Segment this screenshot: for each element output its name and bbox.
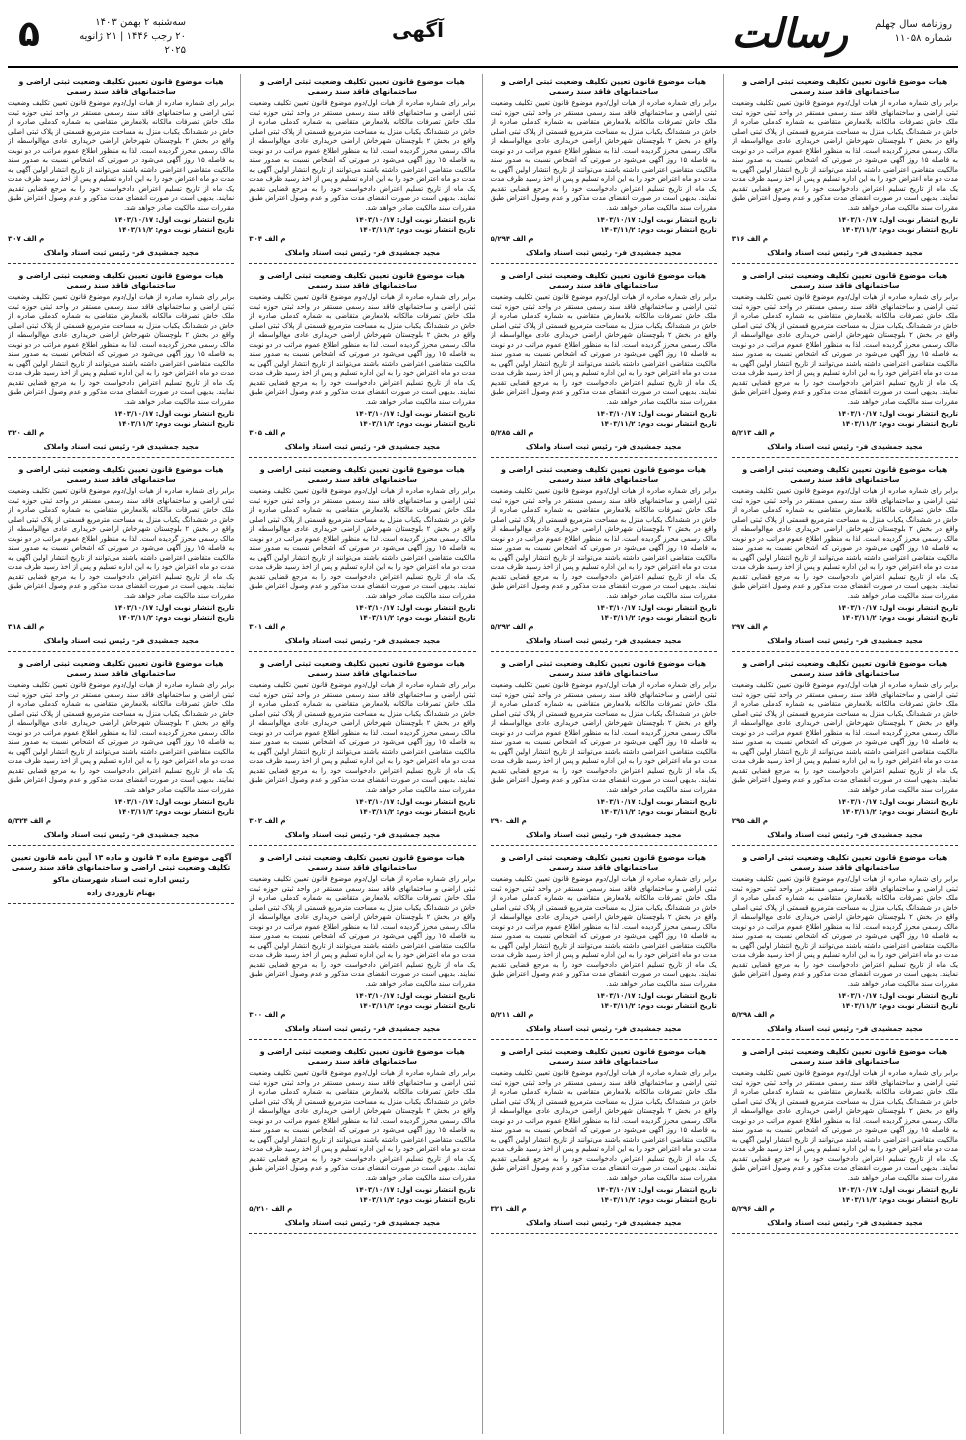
notice-ref: م الف ۳۱۶ xyxy=(731,235,768,243)
notice-title: هیات موضوع قانون تعیین تکلیف وضعیت ثبتی اراضی و ساختمانهای فاقد سند رسمی xyxy=(501,465,707,484)
notice-dates xyxy=(8,604,234,623)
notice-signature: مجید جمشیدی فر- رئیس ثبت اسناد واملاک xyxy=(284,441,441,451)
notice-dates xyxy=(732,216,958,235)
notice-dates xyxy=(732,410,958,429)
notice-ref: م الف ۳۰۵ xyxy=(249,429,286,437)
publish-date-1: تاریخ انتشار نوبت اول: ۱۴۰۳/۱۰/۱۷ xyxy=(837,410,958,418)
legal-notice xyxy=(249,462,475,652)
notice-ref: م الف ۳۲۰ xyxy=(8,429,45,437)
publish-date-1: تاریخ انتشار نوبت اول: ۱۴۰۳/۱۰/۱۷ xyxy=(596,798,717,806)
legal-notice xyxy=(491,74,717,264)
publish-date-2: تاریخ انتشار نوبت دوم: ۱۴۰۳/۱۱/۲ xyxy=(359,419,476,428)
notice-title: هیات موضوع قانون تعیین تکلیف وضعیت ثبتی اراضی و ساختمانهای فاقد سند رسمی xyxy=(18,271,224,290)
notice-ref: م الف ۵/۲۹۲ xyxy=(490,623,534,631)
legal-notice xyxy=(732,74,958,264)
notice-body: برابر رای شماره صادره از هیات اول/دوم موضوع قانون تعیین تکلیف وضعیت ثبتی اراضی و ساختمانهای فاقد سند رسمی مستقر در واحد ثبتی حوزه ثبت ملک خاش تصرفات مالکانه بلامعارض متقاضی به شماره کدملی صادره از خاش در ششدانگ یکباب منزل به مساحت مترمربع قسمتی از پلاک ثبتی اصلی واقع در بخش ۲ بلوچستان شهرخاش اراضی خریداری عادی مع‌الواسطه از مالک رسمی محرز گردیده است. لذا به منظور اطلاع عموم مراتب در دو نوبت به فاصله ۱۵ روز آگهی می‌شود در صورتی که اشخاص نسبت به صدور سند مالکیت متقاضی اعتراضی داشته باشند می‌توانند از تاریخ انتشار اولین آگهی به مدت دو ماه اعتراض خود را به این اداره تسلیم و پس از اخذ رسید ظرف مدت یک ماه از تاریخ تسلیم اعتراض دادخواست خود را به مرجع قضایی تقدیم نمایند. بدیهی است در صورت انقضای مدت مذکور و عدم وصول اعتراض طبق مقررات سند مالکیت صادر خواهد شد. xyxy=(490,1069,717,1182)
notice-signature: مجید جمشیدی فر- رئیس ثبت اسناد واملاک xyxy=(43,829,199,839)
publish-date-2: تاریخ انتشار نوبت دوم: ۱۴۰۳/۱۱/۲ xyxy=(600,1195,717,1204)
publish-date-2: تاریخ انتشار نوبت دوم: ۱۴۰۳/۱۱/۲ xyxy=(600,225,717,234)
notice-dates xyxy=(491,604,717,623)
legal-notice xyxy=(8,656,234,846)
publish-date-1: تاریخ انتشار نوبت اول: ۱۴۰۳/۱۰/۱۷ xyxy=(355,798,476,806)
notice-body: برابر رای شماره صادره از هیات اول/دوم موضوع قانون تعیین تکلیف وضعیت ثبتی اراضی و ساختمانهای فاقد سند رسمی مستقر در واحد ثبتی حوزه ثبت ملک خاش تصرفات مالکانه بلامعارض متقاضی به شماره کدملی صادره از خاش در ششدانگ یکباب منزل به مساحت مترمربع قسمتی از پلاک ثبتی اصلی واقع در بخش ۲ بلوچستان شهرخاش اراضی خریداری عادی مع‌الواسطه از مالک رسمی محرز گردیده است. لذا به منظور اطلاع عموم مراتب در دو نوبت به فاصله ۱۵ روز آگهی می‌شود در صورتی که اشخاص نسبت به صدور سند مالکیت متقاضی اعتراضی داشته باشند می‌توانند از تاریخ انتشار اولین آگهی به مدت دو ماه اعتراض خود را به این اداره تسلیم و پس از اخذ رسید ظرف مدت یک ماه از تاریخ تسلیم اعتراض دادخواست خود را به مرجع قضایی تقدیم نمایند. بدیهی است در صورت انقضای مدت مذکور و عدم وصول اعتراض طبق مقررات سند مالکیت صادر خواهد شد. xyxy=(249,293,476,406)
notice-title: هیات موضوع قانون تعیین تکلیف وضعیت ثبتی اراضی و ساختمانهای فاقد سند رسمی xyxy=(259,1047,465,1066)
notice-signature: مجید جمشیدی فر- رئیس ثبت اسناد واملاک xyxy=(43,441,199,451)
notice-body: برابر رای شماره صادره از هیات اول/دوم موضوع قانون تعیین تکلیف وضعیت ثبتی اراضی و ساختمانهای فاقد سند رسمی مستقر در واحد ثبتی حوزه ثبت ملک خاش تصرفات مالکانه بلامعارض متقاضی به شماره کدملی صادره از خاش در ششدانگ یکباب منزل به مساحت مترمربع قسمتی از پلاک ثبتی اصلی واقع در بخش ۲ بلوچستان شهرخاش اراضی خریداری عادی مع‌الواسطه از مالک رسمی محرز گردیده است. لذا به منظور اطلاع عموم مراتب در دو نوبت به فاصله ۱۵ روز آگهی می‌شود در صورتی که اشخاص نسبت به صدور سند مالکیت متقاضی اعتراضی داشته باشند می‌توانند از تاریخ انتشار اولین آگهی به مدت دو ماه اعتراض خود را به این اداره تسلیم و پس از اخذ رسید ظرف مدت یک ماه از تاریخ تسلیم اعتراض دادخواست خود را به مرجع قضایی تقدیم نمایند. بدیهی است در صورت انقضای مدت مذکور و عدم وصول اعتراض طبق مقررات سند مالکیت صادر خواهد شد. xyxy=(731,681,958,794)
legal-notice xyxy=(491,462,717,652)
publish-date-1: تاریخ انتشار نوبت اول: ۱۴۰۳/۱۰/۱۷ xyxy=(113,604,235,612)
publish-date-2: تاریخ انتشار نوبت دوم: ۱۴۰۳/۱۱/۲ xyxy=(600,1001,717,1010)
notice-dates xyxy=(732,604,958,623)
notice-body: برابر رای شماره صادره از هیات اول/دوم موضوع قانون تعیین تکلیف وضعیت ثبتی اراضی و ساختمانهای فاقد سند رسمی مستقر در واحد ثبتی حوزه ثبت ملک خاش تصرفات مالکانه بلامعارض متقاضی به شماره کدملی صادره از خاش در ششدانگ یکباب منزل به مساحت مترمربع قسمتی از پلاک ثبتی اصلی واقع در بخش ۲ بلوچستان شهرخاش اراضی خریداری عادی مع‌الواسطه از مالک رسمی محرز گردیده است. لذا به منظور اطلاع عموم مراتب در دو نوبت به فاصله ۱۵ روز آگهی می‌شود در صورتی که اشخاص نسبت به صدور سند مالکیت متقاضی اعتراضی داشته باشند می‌توانند از تاریخ انتشار اولین آگهی به مدت دو ماه اعتراض خود را به این اداره تسلیم و پس از اخذ رسید ظرف مدت یک ماه از تاریخ تسلیم اعتراض دادخواست خود را به مرجع قضایی تقدیم نمایند. بدیهی است در صورت انقضای مدت مذکور و عدم وصول اعتراض طبق مقررات سند مالکیت صادر خواهد شد. xyxy=(490,487,717,600)
publish-date-2: تاریخ انتشار نوبت دوم: ۱۴۰۳/۱۱/۲ xyxy=(117,807,235,816)
notice-signature: مجید جمشیدی فر- رئیس ثبت اسناد واملاک xyxy=(525,829,682,839)
notice-ref: م الف ۵/۲۹۸ xyxy=(731,1011,775,1019)
notice-ref: م الف ۲۹۵ xyxy=(731,817,768,825)
notice-body: برابر رای شماره صادره از هیات اول/دوم موضوع قانون تعیین تکلیف وضعیت ثبتی اراضی و ساختمانهای فاقد سند رسمی مستقر در واحد ثبتی حوزه ثبت ملک خاش تصرفات مالکانه بلامعارض متقاضی به شماره کدملی صادره از خاش در ششدانگ یکباب منزل به مساحت مترمربع قسمتی از پلاک ثبتی اصلی واقع در بخش ۲ بلوچستان شهرخاش اراضی خریداری عادی مع‌الواسطه از مالک رسمی محرز گردیده است. لذا به منظور اطلاع عموم مراتب در دو نوبت به فاصله ۱۵ روز آگهی می‌شود در صورتی که اشخاص نسبت به صدور سند مالکیت متقاضی اعتراضی داشته باشند می‌توانند از تاریخ انتشار اولین آگهی به مدت دو ماه اعتراض خود را به این اداره تسلیم و پس از اخذ رسید ظرف مدت یک ماه از تاریخ تسلیم اعتراض دادخواست خود را به مرجع قضایی تقدیم نمایند. بدیهی است در صورت انقضای مدت مذکور و عدم وصول اعتراض طبق مقررات سند مالکیت صادر خواهد شد. xyxy=(8,681,235,794)
notice-body: برابر رای شماره صادره از هیات اول/دوم موضوع قانون تعیین تکلیف وضعیت ثبتی اراضی و ساختمانهای فاقد سند رسمی مستقر در واحد ثبتی حوزه ثبت ملک خاش تصرفات مالکانه بلامعارض متقاضی به شماره کدملی صادره از خاش در ششدانگ یکباب منزل به مساحت مترمربع قسمتی از پلاک ثبتی اصلی واقع در بخش ۲ بلوچستان شهرخاش اراضی خریداری عادی مع‌الواسطه از مالک رسمی محرز گردیده است. لذا به منظور اطلاع عموم مراتب در دو نوبت به فاصله ۱۵ روز آگهی می‌شود در صورتی که اشخاص نسبت به صدور سند مالکیت متقاضی اعتراضی داشته باشند می‌توانند از تاریخ انتشار اولین آگهی به مدت دو ماه اعتراض خود را به این اداره تسلیم و پس از اخذ رسید ظرف مدت یک ماه از تاریخ تسلیم اعتراض دادخواست خود را به مرجع قضایی تقدیم نمایند. بدیهی است در صورت انقضای مدت مذکور و عدم وصول اعتراض طبق مقررات سند مالکیت صادر خواهد شد. xyxy=(8,487,235,600)
column-3 xyxy=(249,74,482,1434)
notice-signature: مجید جمشیدی فر- رئیس ثبت اسناد واملاک xyxy=(767,247,923,257)
notice-dates xyxy=(491,216,717,235)
last-notice-sign-1: رئیس اداره ثبت اسناد شهرستان ماکو xyxy=(53,875,190,884)
legal-notice xyxy=(732,850,958,1040)
legal-notice xyxy=(249,850,475,1040)
notice-title: هیات موضوع قانون تعیین تکلیف وضعیت ثبتی اراضی و ساختمانهای فاقد سند رسمی xyxy=(742,853,948,872)
notice-title: هیات موضوع قانون تعیین تکلیف وضعیت ثبتی اراضی و ساختمانهای فاقد سند رسمی xyxy=(742,77,948,96)
publish-date-2: تاریخ انتشار نوبت دوم: ۱۴۰۳/۱۱/۲ xyxy=(117,419,235,428)
section-title: آگهی xyxy=(392,18,444,42)
publish-date-1: تاریخ انتشار نوبت اول: ۱۴۰۳/۱۰/۱۷ xyxy=(596,992,717,1000)
legal-notice xyxy=(491,268,717,458)
notice-dates xyxy=(732,1186,958,1205)
notice-signature: مجید جمشیدی فر- رئیس ثبت اسناد واملاک xyxy=(767,635,923,645)
notice-signature: مجید جمشیدی فر- رئیس ثبت اسناد واملاک xyxy=(525,1023,682,1033)
issue-line-2: شماره ۱۱۰۵۸ xyxy=(894,33,952,44)
publish-date-2: تاریخ انتشار نوبت دوم: ۱۴۰۳/۱۱/۲ xyxy=(359,225,476,234)
notice-ref: م الف ۵/۳۲۴ xyxy=(8,817,52,825)
publish-date-2: تاریخ انتشار نوبت دوم: ۱۴۰۳/۱۱/۲ xyxy=(359,1195,476,1204)
notice-body: برابر رای شماره صادره از هیات اول/دوم موضوع قانون تعیین تکلیف وضعیت ثبتی اراضی و ساختمانهای فاقد سند رسمی مستقر در واحد ثبتی حوزه ثبت ملک خاش تصرفات مالکانه بلامعارض متقاضی به شماره کدملی صادره از خاش در ششدانگ یکباب منزل به مساحت مترمربع قسمتی از پلاک ثبتی اصلی واقع در بخش ۲ بلوچستان شهرخاش اراضی خریداری عادی مع‌الواسطه از مالک رسمی محرز گردیده است. لذا به منظور اطلاع عموم مراتب در دو نوبت به فاصله ۱۵ روز آگهی می‌شود در صورتی که اشخاص نسبت به صدور سند مالکیت متقاضی اعتراضی داشته باشند می‌توانند از تاریخ انتشار اولین آگهی به مدت دو ماه اعتراض خود را به این اداره تسلیم و پس از اخذ رسید ظرف مدت یک ماه از تاریخ تسلیم اعتراض دادخواست خود را به مرجع قضایی تقدیم نمایند. بدیهی است در صورت انقضای مدت مذکور و عدم وصول اعتراض طبق مقررات سند مالکیت صادر خواهد شد. xyxy=(249,875,476,988)
notice-columns xyxy=(8,74,958,1434)
notice-body: برابر رای شماره صادره از هیات اول/دوم موضوع قانون تعیین تکلیف وضعیت ثبتی اراضی و ساختمانهای فاقد سند رسمی مستقر در واحد ثبتی حوزه ثبت ملک خاش تصرفات مالکانه بلامعارض متقاضی به شماره کدملی صادره از خاش در ششدانگ یکباب منزل به مساحت مترمربع قسمتی از پلاک ثبتی اصلی واقع در بخش ۲ بلوچستان شهرخاش اراضی خریداری عادی مع‌الواسطه از مالک رسمی محرز گردیده است. لذا به منظور اطلاع عموم مراتب در دو نوبت به فاصله ۱۵ روز آگهی می‌شود در صورتی که اشخاص نسبت به صدور سند مالکیت متقاضی اعتراضی داشته باشند می‌توانند از تاریخ انتشار اولین آگهی به مدت دو ماه اعتراض خود را به این اداره تسلیم و پس از اخذ رسید ظرف مدت یک ماه از تاریخ تسلیم اعتراض دادخواست خود را به مرجع قضایی تقدیم نمایند. بدیهی است در صورت انقضای مدت مذکور و عدم وصول اعتراض طبق مقررات سند مالکیت صادر خواهد شد. xyxy=(731,1069,958,1182)
notice-dates xyxy=(8,798,234,817)
publish-date-2: تاریخ انتشار نوبت دوم: ۱۴۰۳/۱۱/۲ xyxy=(600,807,717,816)
notice-ref: م الف ۲۹۷ xyxy=(731,623,768,631)
notice-signature: مجید جمشیدی فر- رئیس ثبت اسناد واملاک xyxy=(525,1217,682,1227)
notice-body: برابر رای شماره صادره از هیات اول/دوم موضوع قانون تعیین تکلیف وضعیت ثبتی اراضی و ساختمانهای فاقد سند رسمی مستقر در واحد ثبتی حوزه ثبت ملک خاش تصرفات مالکانه بلامعارض متقاضی به شماره کدملی صادره از خاش در ششدانگ یکباب منزل به مساحت مترمربع قسمتی از پلاک ثبتی اصلی واقع در بخش ۲ بلوچستان شهرخاش اراضی خریداری عادی مع‌الواسطه از مالک رسمی محرز گردیده است. لذا به منظور اطلاع عموم مراتب در دو نوبت به فاصله ۱۵ روز آگهی می‌شود در صورتی که اشخاص نسبت به صدور سند مالکیت متقاضی اعتراضی داشته باشند می‌توانند از تاریخ انتشار اولین آگهی به مدت دو ماه اعتراض خود را به این اداره تسلیم و پس از اخذ رسید ظرف مدت یک ماه از تاریخ تسلیم اعتراض دادخواست خود را به مرجع قضایی تقدیم نمایند. بدیهی است در صورت انقضای مدت مذکور و عدم وصول اعتراض طبق مقررات سند مالکیت صادر خواهد شد. xyxy=(490,875,717,988)
legal-notice xyxy=(249,656,475,846)
notice-dates xyxy=(491,992,717,1011)
column-1 xyxy=(732,74,958,1434)
notice-title: هیات موضوع قانون تعیین تکلیف وضعیت ثبتی اراضی و ساختمانهای فاقد سند رسمی xyxy=(501,853,707,872)
publish-date-1: تاریخ انتشار نوبت اول: ۱۴۰۳/۱۰/۱۷ xyxy=(837,1186,958,1194)
publish-date-1: تاریخ انتشار نوبت اول: ۱۴۰۳/۱۰/۱۷ xyxy=(113,798,235,806)
notice-body: برابر رای شماره صادره از هیات اول/دوم موضوع قانون تعیین تکلیف وضعیت ثبتی اراضی و ساختمانهای فاقد سند رسمی مستقر در واحد ثبتی حوزه ثبت ملک خاش تصرفات مالکانه بلامعارض متقاضی به شماره کدملی صادره از خاش در ششدانگ یکباب منزل به مساحت مترمربع قسمتی از پلاک ثبتی اصلی واقع در بخش ۲ بلوچستان شهرخاش اراضی خریداری عادی مع‌الواسطه از مالک رسمی محرز گردیده است. لذا به منظور اطلاع عموم مراتب در دو نوبت به فاصله ۱۵ روز آگهی می‌شود در صورتی که اشخاص نسبت به صدور سند مالکیت متقاضی اعتراضی داشته باشند می‌توانند از تاریخ انتشار اولین آگهی به مدت دو ماه اعتراض خود را به این اداره تسلیم و پس از اخذ رسید ظرف مدت یک ماه از تاریخ تسلیم اعتراض دادخواست خود را به مرجع قضایی تقدیم نمایند. بدیهی است در صورت انقضای مدت مذکور و عدم وصول اعتراض طبق مقررات سند مالکیت صادر خواهد شد. xyxy=(249,1069,476,1182)
notice-signature: مجید جمشیدی فر- رئیس ثبت اسناد واملاک xyxy=(525,635,682,645)
notice-dates xyxy=(249,216,475,235)
issue-info xyxy=(852,18,952,46)
publish-date-1: تاریخ انتشار نوبت اول: ۱۴۰۳/۱۰/۱۷ xyxy=(355,1186,476,1194)
notice-body: برابر رای شماره صادره از هیات اول/دوم موضوع قانون تعیین تکلیف وضعیت ثبتی اراضی و ساختمانهای فاقد سند رسمی مستقر در واحد ثبتی حوزه ثبت ملک خاش تصرفات مالکانه بلامعارض متقاضی به شماره کدملی صادره از خاش در ششدانگ یکباب منزل به مساحت مترمربع قسمتی از پلاک ثبتی اصلی واقع در بخش ۲ بلوچستان شهرخاش اراضی خریداری عادی مع‌الواسطه از مالک رسمی محرز گردیده است. لذا به منظور اطلاع عموم مراتب در دو نوبت به فاصله ۱۵ روز آگهی می‌شود در صورتی که اشخاص نسبت به صدور سند مالکیت متقاضی اعتراضی داشته باشند می‌توانند از تاریخ انتشار اولین آگهی به مدت دو ماه اعتراض خود را به این اداره تسلیم و پس از اخذ رسید ظرف مدت یک ماه از تاریخ تسلیم اعتراض دادخواست خود را به مرجع قضایی تقدیم نمایند. بدیهی است در صورت انقضای مدت مذکور و عدم وصول اعتراض طبق مقررات سند مالکیت صادر خواهد شد. xyxy=(8,293,235,406)
notice-signature: مجید جمشیدی فر- رئیس ثبت اسناد واملاک xyxy=(284,829,441,839)
legal-notice xyxy=(732,268,958,458)
notice-body: برابر رای شماره صادره از هیات اول/دوم موضوع قانون تعیین تکلیف وضعیت ثبتی اراضی و ساختمانهای فاقد سند رسمی مستقر در واحد ثبتی حوزه ثبت ملک خاش تصرفات مالکانه بلامعارض متقاضی به شماره کدملی صادره از خاش در ششدانگ یکباب منزل به مساحت مترمربع قسمتی از پلاک ثبتی اصلی واقع در بخش ۲ بلوچستان شهرخاش اراضی خریداری عادی مع‌الواسطه از مالک رسمی محرز گردیده است. لذا به منظور اطلاع عموم مراتب در دو نوبت به فاصله ۱۵ روز آگهی می‌شود در صورتی که اشخاص نسبت به صدور سند مالکیت متقاضی اعتراضی داشته باشند می‌توانند از تاریخ انتشار اولین آگهی به مدت دو ماه اعتراض خود را به این اداره تسلیم و پس از اخذ رسید ظرف مدت یک ماه از تاریخ تسلیم اعتراض دادخواست خود را به مرجع قضایی تقدیم نمایند. بدیهی است در صورت انقضای مدت مذکور و عدم وصول اعتراض طبق مقررات سند مالکیت صادر خواهد شد. xyxy=(490,99,717,212)
notice-ref: م الف ۳۰۰ xyxy=(249,1011,286,1019)
notice-dates xyxy=(249,798,475,817)
notice-dates xyxy=(8,410,234,429)
publish-date-1: تاریخ انتشار نوبت اول: ۱۴۰۳/۱۰/۱۷ xyxy=(596,410,717,418)
newspaper-logo: رسالت xyxy=(731,10,848,57)
notice-dates xyxy=(491,410,717,429)
notice-title: هیات موضوع قانون تعیین تکلیف وضعیت ثبتی اراضی و ساختمانهای فاقد سند رسمی xyxy=(501,1047,707,1066)
column-4 xyxy=(8,74,241,1434)
masthead xyxy=(8,6,958,68)
issue-line-1: روزنامه سال چهلم xyxy=(875,19,952,30)
notice-ref: م الف ۲۹۰ xyxy=(490,817,527,825)
notice-signature: مجید جمشیدی فر- رئیس ثبت اسناد واملاک xyxy=(767,1023,923,1033)
publish-date-2: تاریخ انتشار نوبت دوم: ۱۴۰۳/۱۱/۲ xyxy=(359,613,476,622)
notice-body: برابر رای شماره صادره از هیات اول/دوم موضوع قانون تعیین تکلیف وضعیت ثبتی اراضی و ساختمانهای فاقد سند رسمی مستقر در واحد ثبتی حوزه ثبت ملک خاش تصرفات مالکانه بلامعارض متقاضی به شماره کدملی صادره از خاش در ششدانگ یکباب منزل به مساحت مترمربع قسمتی از پلاک ثبتی اصلی واقع در بخش ۲ بلوچستان شهرخاش اراضی خریداری عادی مع‌الواسطه از مالک رسمی محرز گردیده است. لذا به منظور اطلاع عموم مراتب در دو نوبت به فاصله ۱۵ روز آگهی می‌شود در صورتی که اشخاص نسبت به صدور سند مالکیت متقاضی اعتراضی داشته باشند می‌توانند از تاریخ انتشار اولین آگهی به مدت دو ماه اعتراض خود را به این اداره تسلیم و پس از اخذ رسید ظرف مدت یک ماه از تاریخ تسلیم اعتراض دادخواست خود را به مرجع قضایی تقدیم نمایند. بدیهی است در صورت انقضای مدت مذکور و عدم وصول اعتراض طبق مقررات سند مالکیت صادر خواهد شد. xyxy=(249,99,476,212)
notice-body: برابر رای شماره صادره از هیات اول/دوم موضوع قانون تعیین تکلیف وضعیت ثبتی اراضی و ساختمانهای فاقد سند رسمی مستقر در واحد ثبتی حوزه ثبت ملک خاش تصرفات مالکانه بلامعارض متقاضی به شماره کدملی صادره از خاش در ششدانگ یکباب منزل به مساحت مترمربع قسمتی از پلاک ثبتی اصلی واقع در بخش ۲ بلوچستان شهرخاش اراضی خریداری عادی مع‌الواسطه از مالک رسمی محرز گردیده است. لذا به منظور اطلاع عموم مراتب در دو نوبت به فاصله ۱۵ روز آگهی می‌شود در صورتی که اشخاص نسبت به صدور سند مالکیت متقاضی اعتراضی داشته باشند می‌توانند از تاریخ انتشار اولین آگهی به مدت دو ماه اعتراض خود را به این اداره تسلیم و پس از اخذ رسید ظرف مدت یک ماه از تاریخ تسلیم اعتراض دادخواست خود را به مرجع قضایی تقدیم نمایند. بدیهی است در صورت انقضای مدت مذکور و عدم وصول اعتراض طبق مقررات سند مالکیت صادر خواهد شد. xyxy=(731,875,958,988)
notice-dates xyxy=(249,604,475,623)
legal-notice xyxy=(249,1044,475,1234)
page-number: ۵ xyxy=(18,14,40,55)
notice-signature: مجید جمشیدی فر- رئیس ثبت اسناد واملاک xyxy=(767,1217,923,1227)
legal-notice xyxy=(491,656,717,846)
notice-body: برابر رای شماره صادره از هیات اول/دوم موضوع قانون تعیین تکلیف وضعیت ثبتی اراضی و ساختمانهای فاقد سند رسمی مستقر در واحد ثبتی حوزه ثبت ملک خاش تصرفات مالکانه بلامعارض متقاضی به شماره کدملی صادره از خاش در ششدانگ یکباب منزل به مساحت مترمربع قسمتی از پلاک ثبتی اصلی واقع در بخش ۲ بلوچستان شهرخاش اراضی خریداری عادی مع‌الواسطه از مالک رسمی محرز گردیده است. لذا به منظور اطلاع عموم مراتب در دو نوبت به فاصله ۱۵ روز آگهی می‌شود در صورتی که اشخاص نسبت به صدور سند مالکیت متقاضی اعتراضی داشته باشند می‌توانند از تاریخ انتشار اولین آگهی به مدت دو ماه اعتراض خود را به این اداره تسلیم و پس از اخذ رسید ظرف مدت یک ماه از تاریخ تسلیم اعتراض دادخواست خود را به مرجع قضایی تقدیم نمایند. بدیهی است در صورت انقضای مدت مذکور و عدم وصول اعتراض طبق مقررات سند مالکیت صادر خواهد شد. xyxy=(490,293,717,406)
legal-notice xyxy=(249,74,475,264)
publish-date-2: تاریخ انتشار نوبت دوم: ۱۴۰۳/۱۱/۲ xyxy=(600,419,717,428)
publish-date-1: تاریخ انتشار نوبت اول: ۱۴۰۳/۱۰/۱۷ xyxy=(355,410,476,418)
notice-body: برابر رای شماره صادره از هیات اول/دوم موضوع قانون تعیین تکلیف وضعیت ثبتی اراضی و ساختمانهای فاقد سند رسمی مستقر در واحد ثبتی حوزه ثبت ملک خاش تصرفات مالکانه بلامعارض متقاضی به شماره کدملی صادره از خاش در ششدانگ یکباب منزل به مساحت مترمربع قسمتی از پلاک ثبتی اصلی واقع در بخش ۲ بلوچستان شهرخاش اراضی خریداری عادی مع‌الواسطه از مالک رسمی محرز گردیده است. لذا به منظور اطلاع عموم مراتب در دو نوبت به فاصله ۱۵ روز آگهی می‌شود در صورتی که اشخاص نسبت به صدور سند مالکیت متقاضی اعتراضی داشته باشند می‌توانند از تاریخ انتشار اولین آگهی به مدت دو ماه اعتراض خود را به این اداره تسلیم و پس از اخذ رسید ظرف مدت یک ماه از تاریخ تسلیم اعتراض دادخواست خود را به مرجع قضایی تقدیم نمایند. بدیهی است در صورت انقضای مدت مذکور و عدم وصول اعتراض طبق مقررات سند مالکیت صادر خواهد شد. xyxy=(731,293,958,406)
publish-date-2: تاریخ انتشار نوبت دوم: ۱۴۰۳/۱۱/۲ xyxy=(359,807,476,816)
publish-date-1: تاریخ انتشار نوبت اول: ۱۴۰۳/۱۰/۱۷ xyxy=(355,604,476,612)
notice-ref: م الف ۳۲۱ xyxy=(490,1205,527,1213)
notice-ref: م الف ۵/۲۱۱ xyxy=(490,1011,534,1019)
notice-body: برابر رای شماره صادره از هیات اول/دوم موضوع قانون تعیین تکلیف وضعیت ثبتی اراضی و ساختمانهای فاقد سند رسمی مستقر در واحد ثبتی حوزه ثبت ملک خاش تصرفات مالکانه بلامعارض متقاضی به شماره کدملی صادره از خاش در ششدانگ یکباب منزل به مساحت مترمربع قسمتی از پلاک ثبتی اصلی واقع در بخش ۲ بلوچستان شهرخاش اراضی خریداری عادی مع‌الواسطه از مالک رسمی محرز گردیده است. لذا به منظور اطلاع عموم مراتب در دو نوبت به فاصله ۱۵ روز آگهی می‌شود در صورتی که اشخاص نسبت به صدور سند مالکیت متقاضی اعتراضی داشته باشند می‌توانند از تاریخ انتشار اولین آگهی به مدت دو ماه اعتراض خود را به این اداره تسلیم و پس از اخذ رسید ظرف مدت یک ماه از تاریخ تسلیم اعتراض دادخواست خود را به مرجع قضایی تقدیم نمایند. بدیهی است در صورت انقضای مدت مذکور و عدم وصول اعتراض طبق مقررات سند مالکیت صادر خواهد شد. xyxy=(249,681,476,794)
publish-date-1: تاریخ انتشار نوبت اول: ۱۴۰۳/۱۰/۱۷ xyxy=(113,216,235,224)
legal-notice xyxy=(249,268,475,458)
notice-ref: م الف ۵/۲۱۰ xyxy=(249,1205,293,1213)
publish-date-2: تاریخ انتشار نوبت دوم: ۱۴۰۳/۱۱/۲ xyxy=(359,1001,476,1010)
publish-date-2: تاریخ انتشار نوبت دوم: ۱۴۰۳/۱۱/۲ xyxy=(600,613,717,622)
notice-dates xyxy=(491,1186,717,1205)
publish-date-2: تاریخ انتشار نوبت دوم: ۱۴۰۳/۱۱/۲ xyxy=(841,1195,958,1204)
notice-signature: مجید جمشیدی فر- رئیس ثبت اسناد واملاک xyxy=(767,829,923,839)
legal-notice xyxy=(491,850,717,1040)
notice-title: هیات موضوع قانون تعیین تکلیف وضعیت ثبتی اراضی و ساختمانهای فاقد سند رسمی xyxy=(259,659,465,678)
legal-notice xyxy=(732,1044,958,1234)
notice-title: هیات موضوع قانون تعیین تکلیف وضعیت ثبتی اراضی و ساختمانهای فاقد سند رسمی xyxy=(742,659,948,678)
notice-ref: م الف ۳۰۲ xyxy=(249,817,286,825)
publish-date-2: تاریخ انتشار نوبت دوم: ۱۴۰۳/۱۱/۲ xyxy=(117,225,235,234)
legal-notice xyxy=(8,268,234,458)
notice-dates xyxy=(249,992,475,1011)
notice-dates xyxy=(732,992,958,1011)
notice-signature: مجید جمشیدی فر- رئیس ثبت اسناد واملاک xyxy=(284,1023,441,1033)
notice-title: هیات موضوع قانون تعیین تکلیف وضعیت ثبتی اراضی و ساختمانهای فاقد سند رسمی xyxy=(742,1047,948,1066)
notice-signature: مجید جمشیدی فر- رئیس ثبت اسناد واملاک xyxy=(525,247,682,257)
notice-ref: م الف ۳۰۱ xyxy=(249,623,286,631)
publish-date-1: تاریخ انتشار نوبت اول: ۱۴۰۳/۱۰/۱۷ xyxy=(596,604,717,612)
notice-body: برابر رای شماره صادره از هیات اول/دوم موضوع قانون تعیین تکلیف وضعیت ثبتی اراضی و ساختمانهای فاقد سند رسمی مستقر در واحد ثبتی حوزه ثبت ملک خاش تصرفات مالکانه بلامعارض متقاضی به شماره کدملی صادره از خاش در ششدانگ یکباب منزل به مساحت مترمربع قسمتی از پلاک ثبتی اصلی واقع در بخش ۲ بلوچستان شهرخاش اراضی خریداری عادی مع‌الواسطه از مالک رسمی محرز گردیده است. لذا به منظور اطلاع عموم مراتب در دو نوبت به فاصله ۱۵ روز آگهی می‌شود در صورتی که اشخاص نسبت به صدور سند مالکیت متقاضی اعتراضی داشته باشند می‌توانند از تاریخ انتشار اولین آگهی به مدت دو ماه اعتراض خود را به این اداره تسلیم و پس از اخذ رسید ظرف مدت یک ماه از تاریخ تسلیم اعتراض دادخواست خود را به مرجع قضایی تقدیم نمایند. بدیهی است در صورت انقضای مدت مذکور و عدم وصول اعتراض طبق مقررات سند مالکیت صادر خواهد شد. xyxy=(490,681,717,794)
legal-notice xyxy=(8,462,234,652)
notice-ref: م الف ۳۰۴ xyxy=(249,235,286,243)
publish-date-1: تاریخ انتشار نوبت اول: ۱۴۰۳/۱۰/۱۷ xyxy=(596,216,717,224)
notice-body: برابر رای شماره صادره از هیات اول/دوم موضوع قانون تعیین تکلیف وضعیت ثبتی اراضی و ساختمانهای فاقد سند رسمی مستقر در واحد ثبتی حوزه ثبت ملک خاش تصرفات مالکانه بلامعارض متقاضی به شماره کدملی صادره از خاش در ششدانگ یکباب منزل به مساحت مترمربع قسمتی از پلاک ثبتی اصلی واقع در بخش ۲ بلوچستان شهرخاش اراضی خریداری عادی مع‌الواسطه از مالک رسمی محرز گردیده است. لذا به منظور اطلاع عموم مراتب در دو نوبت به فاصله ۱۵ روز آگهی می‌شود در صورتی که اشخاص نسبت به صدور سند مالکیت متقاضی اعتراضی داشته باشند می‌توانند از تاریخ انتشار اولین آگهی به مدت دو ماه اعتراض خود را به این اداره تسلیم و پس از اخذ رسید ظرف مدت یک ماه از تاریخ تسلیم اعتراض دادخواست خود را به مرجع قضایی تقدیم نمایند. بدیهی است در صورت انقضای مدت مذکور و عدم وصول اعتراض طبق مقررات سند مالکیت صادر خواهد شد. xyxy=(249,487,476,600)
notice-title: هیات موضوع قانون تعیین تکلیف وضعیت ثبتی اراضی و ساختمانهای فاقد سند رسمی xyxy=(259,271,465,290)
issue-date xyxy=(66,16,186,58)
publish-date-1: تاریخ انتشار نوبت اول: ۱۴۰۳/۱۰/۱۷ xyxy=(113,410,235,418)
notice-signature: مجید جمشیدی فر- رئیس ثبت اسناد واملاک xyxy=(284,635,441,645)
publish-date-2: تاریخ انتشار نوبت دوم: ۱۴۰۳/۱۱/۲ xyxy=(841,225,958,234)
notice-signature: مجید جمشیدی فر- رئیس ثبت اسناد واملاک xyxy=(767,441,923,451)
publish-date-2: تاریخ انتشار نوبت دوم: ۱۴۰۳/۱۱/۲ xyxy=(841,1001,958,1010)
notice-title: هیات موضوع قانون تعیین تکلیف وضعیت ثبتی اراضی و ساختمانهای فاقد سند رسمی xyxy=(259,853,465,872)
notice-body: برابر رای شماره صادره از هیات اول/دوم موضوع قانون تعیین تکلیف وضعیت ثبتی اراضی و ساختمانهای فاقد سند رسمی مستقر در واحد ثبتی حوزه ثبت ملک خاش تصرفات مالکانه بلامعارض متقاضی به شماره کدملی صادره از خاش در ششدانگ یکباب منزل به مساحت مترمربع قسمتی از پلاک ثبتی اصلی واقع در بخش ۲ بلوچستان شهرخاش اراضی خریداری عادی مع‌الواسطه از مالک رسمی محرز گردیده است. لذا به منظور اطلاع عموم مراتب در دو نوبت به فاصله ۱۵ روز آگهی می‌شود در صورتی که اشخاص نسبت به صدور سند مالکیت متقاضی اعتراضی داشته باشند می‌توانند از تاریخ انتشار اولین آگهی به مدت دو ماه اعتراض خود را به این اداره تسلیم و پس از اخذ رسید ظرف مدت یک ماه از تاریخ تسلیم اعتراض دادخواست خود را به مرجع قضایی تقدیم نمایند. بدیهی است در صورت انقضای مدت مذکور و عدم وصول اعتراض طبق مقررات سند مالکیت صادر خواهد شد. xyxy=(731,99,958,212)
notice-signature: مجید جمشیدی فر- رئیس ثبت اسناد واملاک xyxy=(284,247,441,257)
notice-title: هیات موضوع قانون تعیین تکلیف وضعیت ثبتی اراضی و ساختمانهای فاقد سند رسمی xyxy=(742,465,948,484)
notice-dates xyxy=(732,798,958,817)
notice-ref: م الف ۳۰۷ xyxy=(8,235,45,243)
notice-signature: مجید جمشیدی فر- رئیس ثبت اسناد واملاک xyxy=(43,635,199,645)
notice-dates xyxy=(249,410,475,429)
notice-ref: م الف ۳۱۸ xyxy=(8,623,45,631)
notice-signature: مجید جمشیدی فر- رئیس ثبت اسناد واملاک xyxy=(284,1217,441,1227)
publish-date-1: تاریخ انتشار نوبت اول: ۱۴۰۳/۱۰/۱۷ xyxy=(355,992,476,1000)
notice-body: برابر رای شماره صادره از هیات اول/دوم موضوع قانون تعیین تکلیف وضعیت ثبتی اراضی و ساختمانهای فاقد سند رسمی مستقر در واحد ثبتی حوزه ثبت ملک خاش تصرفات مالکانه بلامعارض متقاضی به شماره کدملی صادره از خاش در ششدانگ یکباب منزل به مساحت مترمربع قسمتی از پلاک ثبتی اصلی واقع در بخش ۲ بلوچستان شهرخاش اراضی خریداری عادی مع‌الواسطه از مالک رسمی محرز گردیده است. لذا به منظور اطلاع عموم مراتب در دو نوبت به فاصله ۱۵ روز آگهی می‌شود در صورتی که اشخاص نسبت به صدور سند مالکیت متقاضی اعتراضی داشته باشند می‌توانند از تاریخ انتشار اولین آگهی به مدت دو ماه اعتراض خود را به این اداره تسلیم و پس از اخذ رسید ظرف مدت یک ماه از تاریخ تسلیم اعتراض دادخواست خود را به مرجع قضایی تقدیم نمایند. بدیهی است در صورت انقضای مدت مذکور و عدم وصول اعتراض طبق مقررات سند مالکیت صادر خواهد شد. xyxy=(8,99,235,212)
publish-date-2: تاریخ انتشار نوبت دوم: ۱۴۰۳/۱۱/۲ xyxy=(117,613,235,622)
publish-date-1: تاریخ انتشار نوبت اول: ۱۴۰۳/۱۰/۱۷ xyxy=(837,604,958,612)
column-2 xyxy=(491,74,724,1434)
notice-title: هیات موضوع قانون تعیین تکلیف وضعیت ثبتی اراضی و ساختمانهای فاقد سند رسمی xyxy=(18,465,224,484)
legal-notice xyxy=(732,656,958,846)
notice-ref: م الف ۵/۲۸۵ xyxy=(490,429,534,437)
publish-date-2: تاریخ انتشار نوبت دوم: ۱۴۰۳/۱۱/۲ xyxy=(841,807,958,816)
legal-notice xyxy=(491,1044,717,1234)
notice-title: هیات موضوع قانون تعیین تکلیف وضعیت ثبتی اراضی و ساختمانهای فاقد سند رسمی xyxy=(18,77,224,96)
notice-title: هیات موضوع قانون تعیین تکلیف وضعیت ثبتی اراضی و ساختمانهای فاقد سند رسمی xyxy=(501,271,707,290)
notice-dates xyxy=(249,1186,475,1205)
notice-ref: م الف ۵/۲۹۴ xyxy=(490,235,534,243)
notice-title: هیات موضوع قانون تعیین تکلیف وضعیت ثبتی اراضی و ساختمانهای فاقد سند رسمی xyxy=(18,659,224,678)
publish-date-1: تاریخ انتشار نوبت اول: ۱۴۰۳/۱۰/۱۷ xyxy=(837,992,958,1000)
notice-title: هیات موضوع قانون تعیین تکلیف وضعیت ثبتی اراضی و ساختمانهای فاقد سند رسمی xyxy=(501,659,707,678)
legal-notice xyxy=(732,462,958,652)
notice-ref: م الف ۵/۲۹۶ xyxy=(731,1205,775,1213)
date-line-2: ۲۰ رجب ۱۴۴۶ | ۲۱ ژانویه ۲۰۲۵ xyxy=(79,31,186,56)
publish-date-1: تاریخ انتشار نوبت اول: ۱۴۰۳/۱۰/۱۷ xyxy=(596,1186,717,1194)
notice-title: هیات موضوع قانون تعیین تکلیف وضعیت ثبتی اراضی و ساختمانهای فاقد سند رسمی xyxy=(259,465,465,484)
notice-ref: م الف ۵/۲۱۳ xyxy=(731,429,775,437)
publish-date-1: تاریخ انتشار نوبت اول: ۱۴۰۳/۱۰/۱۷ xyxy=(837,798,958,806)
notice-title: هیات موضوع قانون تعیین تکلیف وضعیت ثبتی اراضی و ساختمانهای فاقد سند رسمی xyxy=(259,77,465,96)
notice-title: هیات موضوع قانون تعیین تکلیف وضعیت ثبتی اراضی و ساختمانهای فاقد سند رسمی xyxy=(501,77,707,96)
notice-signature: مجید جمشیدی فر- رئیس ثبت اسناد واملاک xyxy=(525,441,682,451)
publish-date-1: تاریخ انتشار نوبت اول: ۱۴۰۳/۱۰/۱۷ xyxy=(355,216,476,224)
notice-signature: مجید جمشیدی فر- رئیس ثبت اسناد واملاک xyxy=(43,247,199,257)
publish-date-2: تاریخ انتشار نوبت دوم: ۱۴۰۳/۱۱/۲ xyxy=(841,419,958,428)
last-notice xyxy=(8,850,234,904)
notice-dates xyxy=(491,798,717,817)
notice-dates xyxy=(8,216,234,235)
date-line-1: سه‌شنبه ۲ بهمن ۱۴۰۳ xyxy=(95,17,186,28)
last-notice-sign-2: بهنام تاروردی زاده xyxy=(87,887,156,897)
last-notice-title: آگهی موضوع ماده ۳ قانون و ماده ۱۳ آیین نامه قانون تعیین تکلیف وضعیت ثبتی اراضی و ساختمانهای فاقد سند رسمی xyxy=(10,853,232,872)
notice-title: هیات موضوع قانون تعیین تکلیف وضعیت ثبتی اراضی و ساختمانهای فاقد سند رسمی xyxy=(742,271,948,290)
publish-date-2: تاریخ انتشار نوبت دوم: ۱۴۰۳/۱۱/۲ xyxy=(841,613,958,622)
notice-body: برابر رای شماره صادره از هیات اول/دوم موضوع قانون تعیین تکلیف وضعیت ثبتی اراضی و ساختمانهای فاقد سند رسمی مستقر در واحد ثبتی حوزه ثبت ملک خاش تصرفات مالکانه بلامعارض متقاضی به شماره کدملی صادره از خاش در ششدانگ یکباب منزل به مساحت مترمربع قسمتی از پلاک ثبتی اصلی واقع در بخش ۲ بلوچستان شهرخاش اراضی خریداری عادی مع‌الواسطه از مالک رسمی محرز گردیده است. لذا به منظور اطلاع عموم مراتب در دو نوبت به فاصله ۱۵ روز آگهی می‌شود در صورتی که اشخاص نسبت به صدور سند مالکیت متقاضی اعتراضی داشته باشند می‌توانند از تاریخ انتشار اولین آگهی به مدت دو ماه اعتراض خود را به این اداره تسلیم و پس از اخذ رسید ظرف مدت یک ماه از تاریخ تسلیم اعتراض دادخواست خود را به مرجع قضایی تقدیم نمایند. بدیهی است در صورت انقضای مدت مذکور و عدم وصول اعتراض طبق مقررات سند مالکیت صادر خواهد شد. xyxy=(731,487,958,600)
publish-date-1: تاریخ انتشار نوبت اول: ۱۴۰۳/۱۰/۱۷ xyxy=(837,216,958,224)
legal-notice xyxy=(8,74,234,264)
